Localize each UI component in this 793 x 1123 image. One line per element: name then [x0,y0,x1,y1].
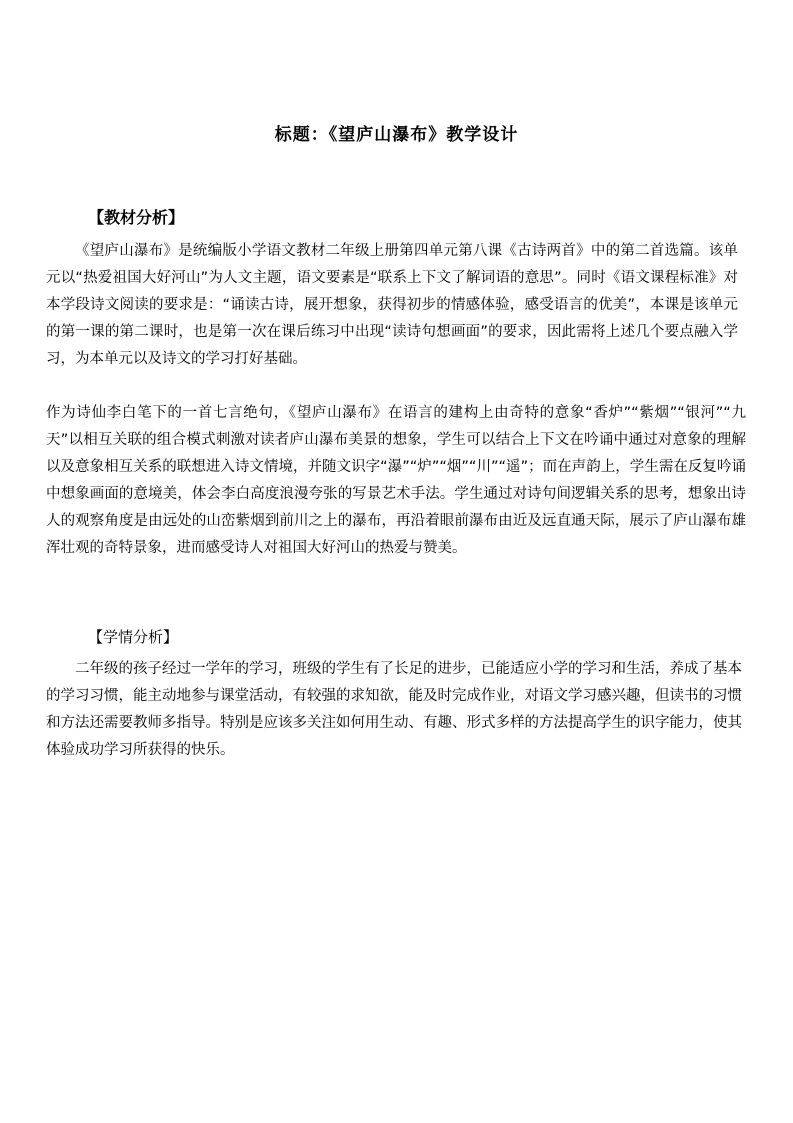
section-heading-student-analysis: 【学情分析】 [88,628,179,646]
section-heading-textbook-analysis: 【教材分析】 [88,208,185,227]
paragraph-textbook-analysis-1: 《望庐山瀑布》是统编版小学语文教材二年级上册第四单元第八课《古诗两首》中的第二首选篇。该单元以“热爱祖国大好河山”为人文主题，语文要素是“联系上下文了解词语的意思”。同时《语文课程标准》对本学段诗文阅读的要求是：“诵读古诗，展开想象，获得初步的情感体验，感受语言的优美”，本课是该单元的第一课的第二课时，也是第一次在课后练习中出现“读诗句想画面”的要求，因此需将上述几个要点融入学习，为本单元以及诗文的学习打好基础。 [46,243,738,367]
paragraph-textbook-analysis-2: 作为诗仙李白笔下的一首七言绝句，《望庐山瀑布》在语言的建构上由奇特的意象“香炉”“紫烟”“银河”“九天”以相互关联的组合模式刺激对读者庐山瀑布美景的想象，学生可以结合上下文在吟诵中通过对意象的理解以及意象相互关系的联想进入诗文情境，并随文识字“瀑”“炉”“烟”“川”“遥”；而在声韵上，学生需在反复吟诵中想象画面的意境美，体会李白高度浪漫夸张的写景艺术手法。学生通过对诗句间逻辑关系的思考，想象出诗人的观察角度是由远处的山峦紫烟到前川之上的瀑布，再沿着眼前瀑布由近及远直通天际，展示了庐山瀑布雄浑壮观的奇特景象，进而感受诗人对祖国大好河山的热爱与赞美。 [46,405,746,556]
document-title: 标题：《望庐山瀑布》教学设计 [274,125,519,145]
paragraph-student-analysis-1: 二年级的孩子经过一学年的学习，班级的学生有了长足的进步，已能适应小学的学习和生活，养成了基本的学习习惯，能主动地参与课堂活动，有较强的求知欲，能及时完成作业，对语文学习感兴趣，但读书的习惯和方法还需要教师多指导。特别是应该多关注如何用生动、有趣、形式多样的方法提高学生的识字能力，使其体验成功学习所获得的快乐。 [46,661,742,758]
